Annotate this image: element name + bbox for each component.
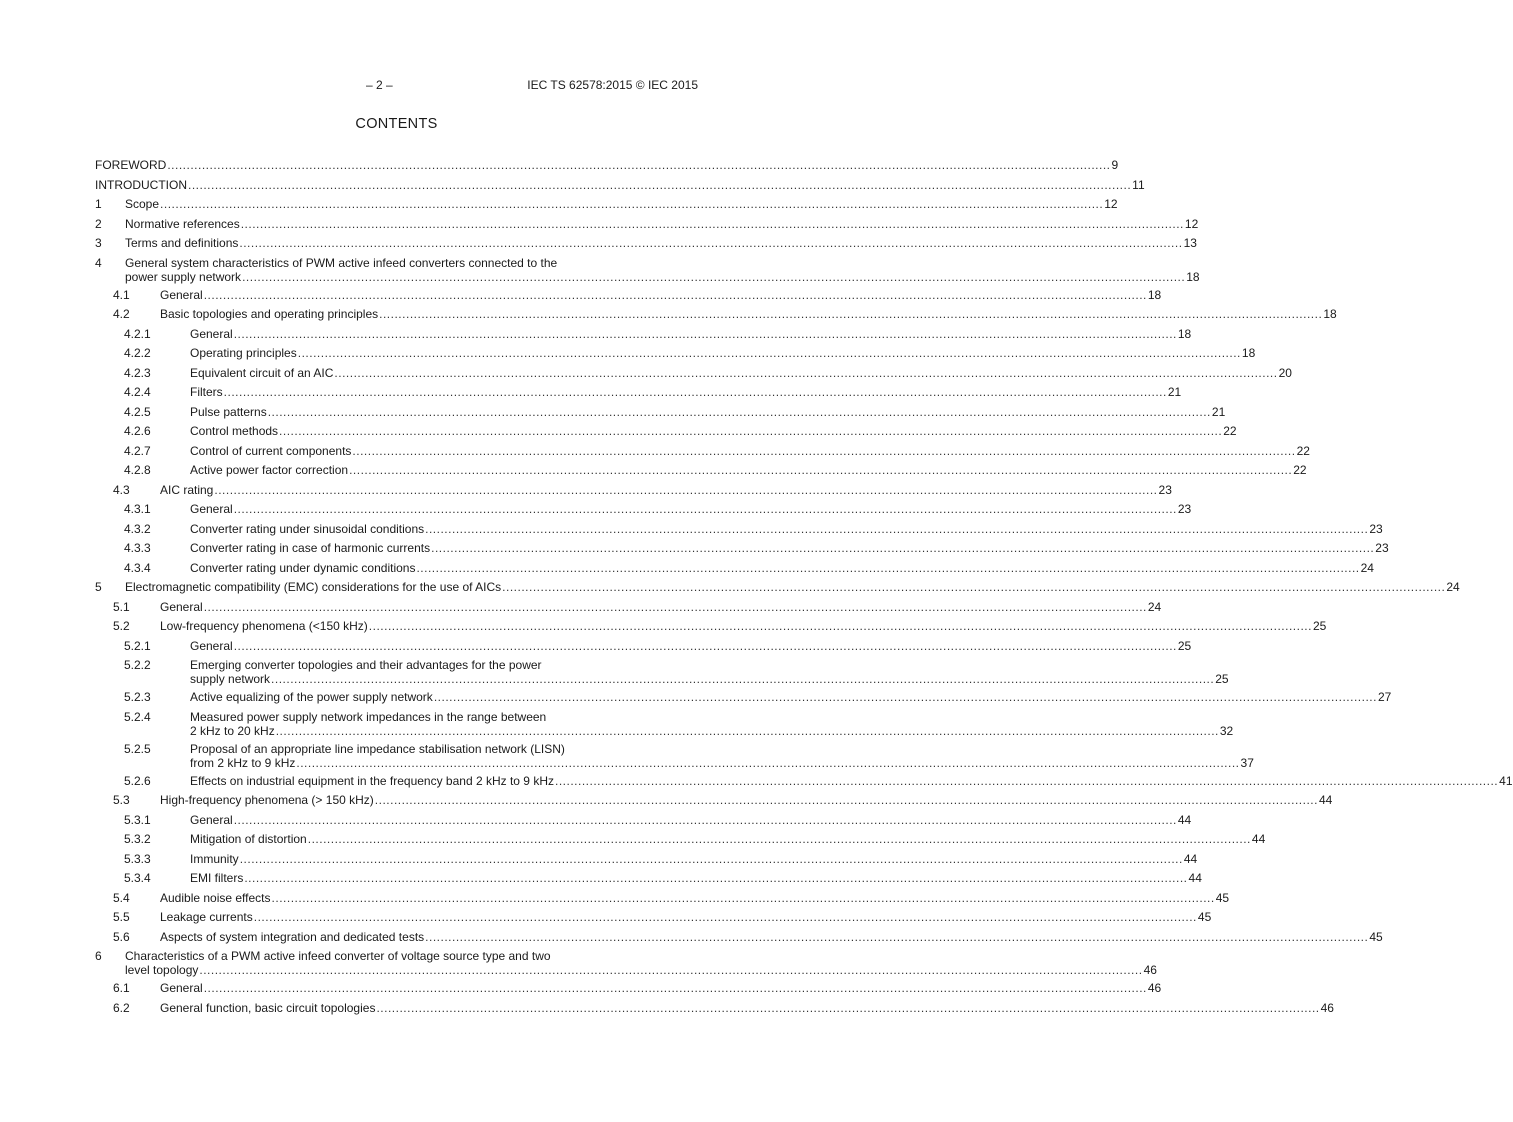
toc-entry-number: 5.2.1 bbox=[124, 638, 151, 653]
toc-entry-number: 4.3.1 bbox=[124, 502, 151, 516]
toc-entry-title: Control of current components bbox=[190, 443, 352, 458]
toc-entry[interactable] bbox=[95, 236, 1197, 250]
toc-entry[interactable] bbox=[95, 599, 1162, 614]
toc-entry[interactable] bbox=[95, 307, 1337, 321]
toc-entry-number: 5.2.6 bbox=[124, 773, 151, 788]
toc-entry-title: Pulse patterns bbox=[190, 404, 267, 419]
dot-leader bbox=[199, 963, 1142, 977]
toc-entry-page: 45 bbox=[1197, 910, 1212, 924]
toc-entry[interactable] bbox=[95, 619, 1327, 633]
toc-entry-title: Electromagnetic compatibility (EMC) considerations for the use of AICs bbox=[125, 580, 502, 594]
toc-entry-title: Characteristics of a PWM active infeed converter of voltage source type and two bbox=[125, 949, 551, 963]
dot-leader bbox=[349, 463, 1292, 477]
dot-leader bbox=[160, 197, 1103, 211]
toc-entry-page: 46 bbox=[1147, 981, 1162, 995]
toc-entry-title-continued: supply network bbox=[190, 672, 271, 686]
toc-entry-page: 44 bbox=[1318, 793, 1333, 807]
dot-leader bbox=[425, 522, 1368, 536]
toc-entry-number: 4.2 bbox=[113, 307, 130, 321]
toc-entry-title: Normative references bbox=[125, 216, 240, 231]
dot-leader bbox=[555, 774, 1498, 788]
toc-entry-page: 23 bbox=[1177, 502, 1192, 516]
toc-entry-title: Scope bbox=[125, 197, 160, 211]
toc-entry-page: 44 bbox=[1177, 812, 1192, 827]
toc-entry-number: 4.3.4 bbox=[124, 560, 151, 575]
dot-leader bbox=[431, 541, 1374, 555]
dot-leader bbox=[272, 891, 1215, 905]
toc-entry-title: General bbox=[190, 812, 233, 827]
toc-entry[interactable] bbox=[95, 404, 1226, 419]
toc-entry-number: 5.3.2 bbox=[124, 832, 151, 846]
toc-entry-number: 5.3.4 bbox=[124, 871, 151, 885]
toc-entry-page: 44 bbox=[1183, 851, 1198, 866]
toc-entry-number: 5 bbox=[95, 580, 102, 594]
toc-entry-page: 25 bbox=[1312, 619, 1327, 633]
toc-entry-number: 2 bbox=[95, 216, 102, 231]
dot-leader bbox=[214, 483, 1157, 497]
toc-entry-page: 24 bbox=[1360, 560, 1374, 575]
toc-entry-page: 22 bbox=[1293, 463, 1307, 477]
toc-entry[interactable] bbox=[95, 177, 1145, 192]
toc-entry-title: Filters bbox=[190, 385, 223, 399]
toc-entry[interactable] bbox=[95, 541, 1389, 555]
toc-entry-page: 45 bbox=[1369, 929, 1383, 944]
dot-leader bbox=[379, 307, 1322, 321]
toc-entry-title: AIC rating bbox=[160, 482, 214, 497]
dot-leader bbox=[234, 502, 1177, 516]
toc-entry-title: General bbox=[190, 638, 233, 653]
toc-entry-number: 5.2.5 bbox=[124, 741, 151, 756]
dot-leader bbox=[425, 930, 1368, 944]
toc-entry-page: 25 bbox=[1215, 672, 1229, 686]
dot-leader bbox=[271, 672, 1214, 686]
toc-entry-page: 18 bbox=[1177, 326, 1192, 341]
toc-entry-title-continued: from 2 kHz to 9 kHz bbox=[190, 755, 296, 770]
toc-entry-page: 44 bbox=[1251, 832, 1266, 846]
toc-entry-number: 4.2.6 bbox=[124, 424, 151, 438]
toc-entry-number: 4.1 bbox=[113, 287, 130, 302]
toc-entry-title: General bbox=[160, 287, 203, 302]
toc-entry-page: 22 bbox=[1223, 424, 1237, 438]
toc-entry-page: 46 bbox=[1143, 963, 1157, 977]
toc-entry[interactable] bbox=[95, 482, 1172, 497]
toc-entry[interactable] bbox=[95, 851, 1198, 866]
toc-entry-page: 11 bbox=[1132, 177, 1145, 192]
toc-entry-number: 5.3.3 bbox=[124, 851, 151, 866]
toc-entry-number: 4.3 bbox=[113, 482, 130, 497]
toc-entry-title: Mitigation of distortion bbox=[190, 832, 307, 846]
toc-entry-number: 5.2.3 bbox=[124, 690, 151, 704]
toc-entry[interactable] bbox=[95, 326, 1192, 341]
toc-entry[interactable] bbox=[95, 216, 1199, 231]
toc-entry-number: 4.2.1 bbox=[124, 326, 151, 341]
toc-entry-number: 1 bbox=[95, 197, 102, 211]
toc-entry[interactable] bbox=[95, 255, 1200, 284]
dot-leader bbox=[416, 561, 1359, 575]
toc-entry-number: 4.2.4 bbox=[124, 385, 151, 399]
toc-entry-title: Basic topologies and operating principles bbox=[160, 307, 379, 321]
toc-entry-title: General system characteristics of PWM active infeed converters connected to the bbox=[125, 255, 558, 270]
toc-entry[interactable] bbox=[95, 793, 1333, 807]
toc-entry-number: 4 bbox=[95, 255, 102, 270]
toc-entry[interactable] bbox=[95, 741, 1254, 770]
toc-entry[interactable] bbox=[95, 560, 1374, 575]
toc-entry[interactable] bbox=[95, 502, 1192, 516]
page-number: – 2 – bbox=[366, 78, 393, 92]
toc-entry-number: 4.2.7 bbox=[124, 443, 151, 458]
dot-leader bbox=[204, 600, 1147, 614]
dot-leader bbox=[204, 288, 1147, 302]
toc-entry-number: 5.2.2 bbox=[124, 658, 151, 672]
toc-entry-page: 18 bbox=[1147, 287, 1162, 302]
toc-entry-page: 41 bbox=[1499, 773, 1513, 788]
toc-entry[interactable] bbox=[95, 197, 1118, 211]
dot-leader bbox=[434, 690, 1377, 704]
toc-entry-page: 21 bbox=[1167, 385, 1182, 399]
toc-entry-number: 5.3.1 bbox=[124, 812, 151, 827]
toc-entry-page: 46 bbox=[1320, 1000, 1334, 1015]
toc-entry-title: FOREWORD bbox=[95, 158, 167, 172]
toc-entry-title: Proposal of an appropriate line impedance stabilisation network (LISN) bbox=[190, 741, 565, 756]
toc-entry[interactable] bbox=[95, 929, 1383, 944]
toc-entry-title: General bbox=[160, 981, 203, 995]
dot-leader bbox=[296, 756, 1239, 770]
dot-leader bbox=[234, 813, 1177, 827]
dot-leader bbox=[352, 444, 1295, 458]
dot-leader bbox=[239, 236, 1182, 250]
toc-entry-title: Converter rating in case of harmonic currents bbox=[190, 541, 431, 555]
toc-entry[interactable] bbox=[95, 385, 1182, 399]
toc-entry-title: General bbox=[160, 599, 203, 614]
toc-entry-page: 13 bbox=[1183, 236, 1197, 250]
toc-entry-page: 18 bbox=[1323, 307, 1337, 321]
toc-entry-title: Effects on industrial equipment in the frequency band 2 kHz to 9 kHz bbox=[190, 773, 554, 788]
toc-entry-number: 6.2 bbox=[113, 1000, 130, 1015]
toc-entry-title: General function, basic circuit topologies bbox=[160, 1000, 376, 1015]
toc-entry-title: General bbox=[190, 502, 233, 516]
toc-entry[interactable] bbox=[95, 832, 1266, 846]
dot-leader bbox=[502, 580, 1445, 594]
toc-entry-title: Audible noise effects bbox=[160, 890, 271, 905]
toc-entry-page: 22 bbox=[1296, 443, 1310, 458]
toc-entry-title: Active power factor correction bbox=[190, 463, 349, 477]
toc-entry-number: 5.4 bbox=[113, 890, 130, 905]
toc-entry-title-continued: 2 kHz to 20 kHz bbox=[190, 723, 275, 738]
toc-entry-number: 4.2.2 bbox=[124, 346, 151, 360]
toc-entry-title-continued: level topology bbox=[125, 963, 199, 977]
toc-entry-number: 4.2.8 bbox=[124, 463, 151, 477]
toc-entry[interactable] bbox=[95, 580, 1460, 594]
dot-leader bbox=[298, 346, 1241, 360]
toc-entry[interactable] bbox=[95, 812, 1192, 827]
toc-entry-number: 4.3.3 bbox=[124, 541, 151, 555]
toc-entry[interactable] bbox=[95, 910, 1212, 924]
toc-entry-number: 5.1 bbox=[113, 599, 130, 614]
toc-entry-title: Aspects of system integration and dedicated tests bbox=[160, 929, 425, 944]
toc-entry-page: 45 bbox=[1215, 890, 1230, 905]
dot-leader bbox=[234, 639, 1177, 653]
dot-leader bbox=[376, 1001, 1319, 1015]
toc-entry-page: 32 bbox=[1219, 723, 1234, 738]
toc-entry-page: 23 bbox=[1375, 541, 1389, 555]
toc-entry-page: 25 bbox=[1177, 638, 1192, 653]
toc-entry-page: 21 bbox=[1211, 404, 1226, 419]
toc-entry-page: 27 bbox=[1377, 690, 1392, 704]
toc-entry-page: 12 bbox=[1104, 197, 1118, 211]
dot-leader bbox=[241, 217, 1184, 231]
toc-entry[interactable] bbox=[95, 949, 1157, 977]
toc-entry-page: 12 bbox=[1184, 216, 1199, 231]
toc-entry-title: Equivalent circuit of an AIC bbox=[190, 365, 334, 380]
dot-leader bbox=[308, 832, 1251, 846]
toc-entry[interactable] bbox=[95, 709, 1234, 738]
toc-entry-title: Operating principles bbox=[190, 346, 297, 360]
toc-entry[interactable] bbox=[95, 1000, 1334, 1015]
toc-entry-number: 6.1 bbox=[113, 981, 130, 995]
toc-entry-title: Emerging converter topologies and their advantages for the power bbox=[190, 658, 542, 672]
toc-entry-title: INTRODUCTION bbox=[95, 177, 187, 192]
page-header bbox=[0, 78, 793, 94]
standard-reference: IEC TS 62578:2015 © IEC 2015 bbox=[527, 78, 698, 92]
toc-entry-number: 5.3 bbox=[113, 793, 130, 807]
dot-leader bbox=[254, 910, 1197, 924]
dot-leader bbox=[375, 793, 1318, 807]
dot-leader bbox=[242, 270, 1185, 284]
toc-entry[interactable] bbox=[95, 365, 1292, 380]
toc-entry-title: Active equalizing of the power supply network bbox=[190, 690, 433, 704]
toc-entry[interactable] bbox=[95, 690, 1392, 704]
toc-entry[interactable] bbox=[95, 773, 1513, 788]
toc-entry-title: Converter rating under sinusoidal conditions bbox=[190, 521, 425, 536]
toc-entry-page: 9 bbox=[1111, 158, 1119, 172]
dot-leader bbox=[268, 405, 1211, 419]
table-of-contents bbox=[95, 158, 1513, 1020]
toc-entry-title: Measured power supply network impedances in the range between bbox=[190, 709, 547, 724]
toc-entry-title: Converter rating under dynamic conditions bbox=[190, 560, 416, 575]
toc-entry-title-continued: power supply network bbox=[125, 269, 242, 284]
toc-entry-page: 24 bbox=[1147, 599, 1162, 614]
toc-entry-title: Low-frequency phenomena (<150 kHz) bbox=[160, 619, 368, 633]
toc-entry[interactable] bbox=[95, 424, 1237, 438]
dot-leader bbox=[224, 385, 1167, 399]
dot-leader bbox=[167, 158, 1110, 172]
toc-entry[interactable] bbox=[95, 287, 1162, 302]
toc-entry[interactable] bbox=[95, 463, 1307, 477]
toc-entry[interactable] bbox=[95, 443, 1310, 458]
dot-leader bbox=[204, 981, 1147, 995]
toc-entry-page: 44 bbox=[1188, 871, 1202, 885]
toc-entry-title: High-frequency phenomena (> 150 kHz) bbox=[160, 793, 374, 807]
toc-entry-page: 24 bbox=[1446, 580, 1460, 594]
toc-entry-number: 5.5 bbox=[113, 910, 130, 924]
dot-leader bbox=[240, 852, 1183, 866]
dot-leader bbox=[334, 366, 1277, 380]
toc-entry-title: Terms and definitions bbox=[125, 236, 239, 250]
dot-leader bbox=[276, 724, 1219, 738]
toc-entry-number: 4.2.3 bbox=[124, 365, 151, 380]
dot-leader bbox=[369, 619, 1312, 633]
toc-entry-number: 6 bbox=[95, 949, 102, 963]
toc-entry-title: EMI filters bbox=[190, 871, 244, 885]
toc-entry-title: Leakage currents bbox=[160, 910, 253, 924]
toc-entry[interactable] bbox=[95, 346, 1256, 360]
toc-entry-number: 5.2.4 bbox=[124, 709, 151, 724]
page-title: CONTENTS bbox=[355, 116, 438, 132]
toc-entry-page: 23 bbox=[1158, 482, 1172, 497]
toc-entry[interactable] bbox=[95, 521, 1383, 536]
dot-leader bbox=[279, 424, 1222, 438]
toc-entry[interactable] bbox=[95, 158, 1119, 172]
dot-leader bbox=[244, 871, 1187, 885]
toc-entry[interactable] bbox=[95, 981, 1162, 995]
toc-entry-number: 4.3.2 bbox=[124, 521, 151, 536]
toc-entry-title: Control methods bbox=[190, 424, 279, 438]
toc-entry-number: 5.6 bbox=[113, 929, 130, 944]
toc-entry-number: 4.2.5 bbox=[124, 404, 151, 419]
toc-entry-page: 37 bbox=[1240, 755, 1254, 770]
toc-entry-page: 20 bbox=[1278, 365, 1292, 380]
toc-entry-title: Immunity bbox=[190, 851, 239, 866]
dot-leader bbox=[188, 178, 1131, 192]
toc-entry-page: 18 bbox=[1241, 346, 1256, 360]
toc-entry-page: 18 bbox=[1186, 269, 1200, 284]
toc-entry-title: General bbox=[190, 326, 233, 341]
toc-entry[interactable] bbox=[95, 871, 1202, 885]
dot-leader bbox=[234, 327, 1177, 341]
toc-entry[interactable] bbox=[95, 890, 1230, 905]
toc-entry-number: 3 bbox=[95, 236, 102, 250]
toc-entry[interactable] bbox=[95, 638, 1192, 653]
toc-entry-page: 23 bbox=[1369, 521, 1383, 536]
toc-entry[interactable] bbox=[95, 658, 1229, 686]
toc-entry-number: 5.2 bbox=[113, 619, 130, 633]
